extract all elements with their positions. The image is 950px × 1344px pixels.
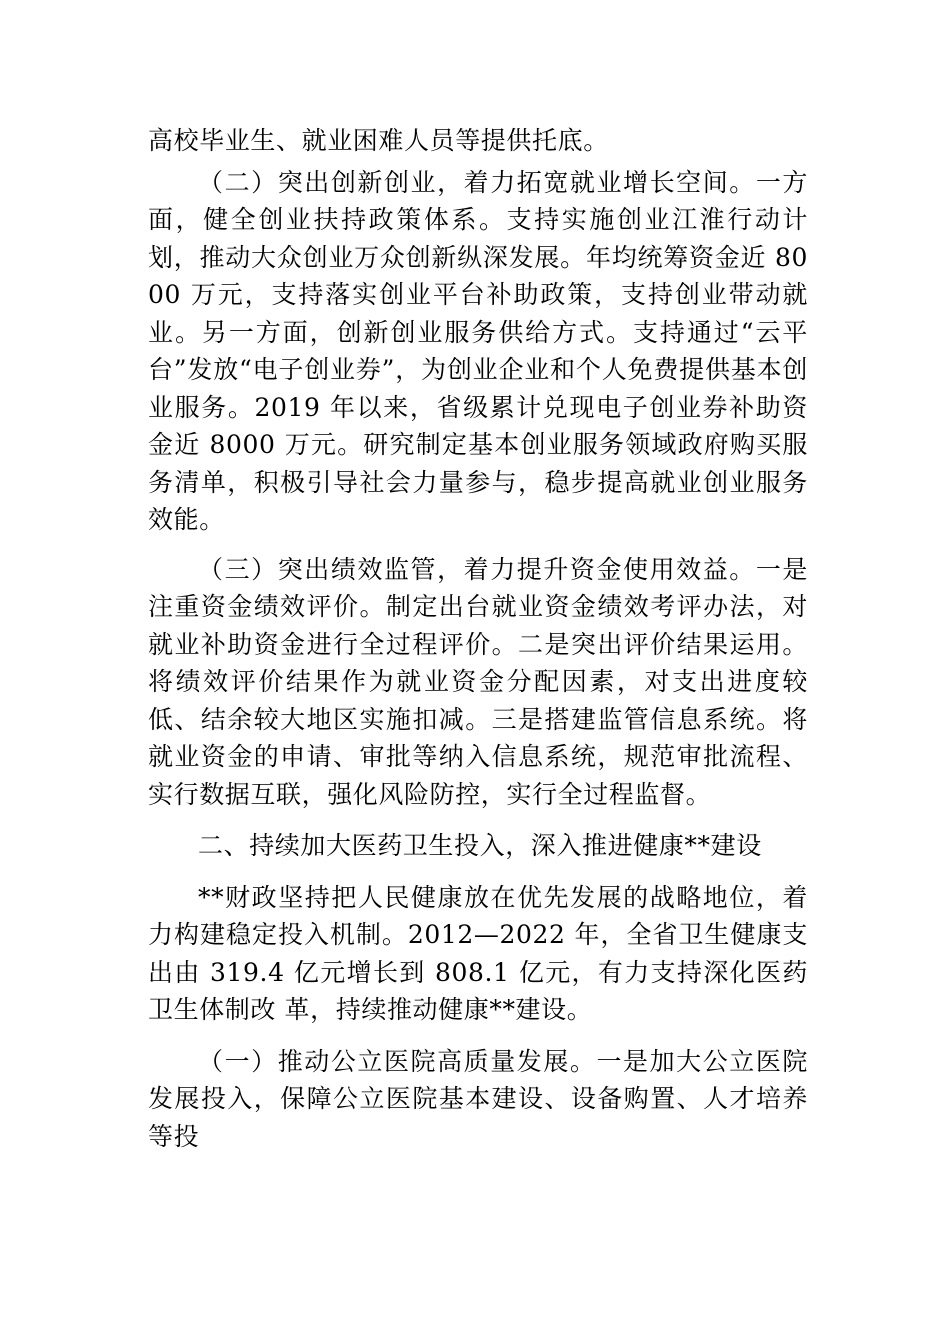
paragraph-continuation: 高校毕业生、就业困难人员等提供托底。 (148, 126, 609, 155)
paragraph-innovation-entrepreneurship: （二）突出创新创业，着力拓宽就业增长空间。一方面，健全创业扶持政策体系。支持实施创业江淮行动计划，推动大众创业万众创新纵深发展。年均统筹资金近 8000 万元，支持落实创业平台补助政策，支持创业带动就业。另一方面，创新创业服务供给方式。支持通过“云平台”发放“电子创业券”，为创业企业和个人免费提供基本创业服务。2019 年以来，省级累计兑现电子创业券补助资金近 8000 万元。研究制定基本创业服务领域政府购买服务清单，积极引导社会力量参与，稳步提高就业创业服务效能。 (148, 167, 808, 534)
paragraph-health-investment: **财政坚持把人民健康放在优先发展的战略地位，着力构建稳定投入机制。2012—2022 年，全省卫生健康支出由 319.4 亿元增长到 808.1 亿元，有力支持深化医药卫生体制改 革，持续推动健康**建设。 (148, 882, 808, 1024)
document-body (148, 122, 808, 1155)
section-heading-health: 二、持续加大医药卫生投入，深入推进健康**建设 (198, 831, 762, 860)
paragraph-public-hospital: （一）推动公立医院高质量发展。一是加大公立医院发展投入，保障公立医院基本建设、设备购置、人才培养等投 (148, 1046, 808, 1151)
paragraph-performance-supervision: （三）突出绩效监管，着力提升资金使用效益。一是注重资金绩效评价。制定出台就业资金绩效考评办法，对就业补助资金进行全过程评价。二是突出评价结果运用。将绩效评价结果作为就业资金分配因素，对支出进度较低、结余较大地区实施扣减。三是搭建监管信息系统。将就业资金的申请、审批等纳入信息系统，规范审批流程、实行数据互联，强化风险防控，实行全过程监督。 (148, 554, 808, 809)
